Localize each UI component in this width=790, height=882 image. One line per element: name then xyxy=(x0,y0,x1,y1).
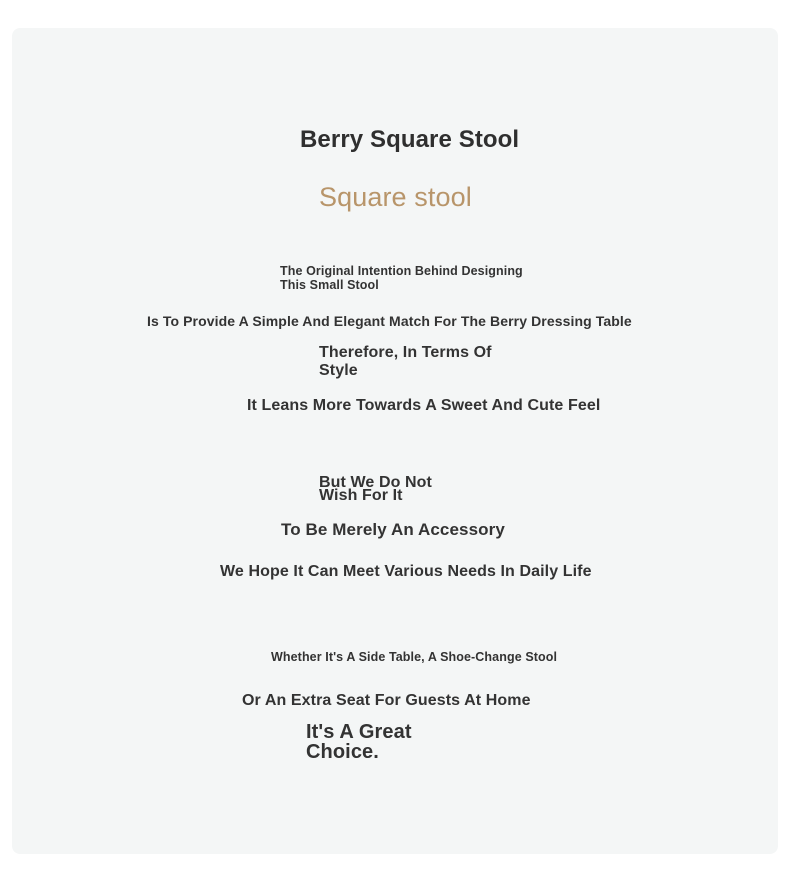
product-title: Berry Square Stool xyxy=(300,126,520,153)
description-line-2: Is To Provide A Simple And Elegant Match For The Berry Dressing Table xyxy=(147,313,632,329)
description-line-8: Whether It's A Side Table, A Shoe-Change Stool xyxy=(271,650,558,664)
description-line-6: To Be Merely An Accessory xyxy=(281,520,505,539)
description-line-3: Therefore, In Terms Of Style xyxy=(319,344,492,379)
description-line-10: It's A Great Choice. xyxy=(306,721,412,763)
description-line-9: Or An Extra Seat For Guests At Home xyxy=(242,692,531,709)
description-line-7: We Hope It Can Meet Various Needs In Daily Life xyxy=(220,563,592,580)
product-subtitle: Square stool xyxy=(319,182,472,212)
description-line-5: But We Do Not Wish For It xyxy=(319,474,432,504)
description-line-4: It Leans More Towards A Sweet And Cute Feel xyxy=(247,397,601,414)
description-line-1: The Original Intention Behind Designing This Small Stool xyxy=(280,264,523,292)
